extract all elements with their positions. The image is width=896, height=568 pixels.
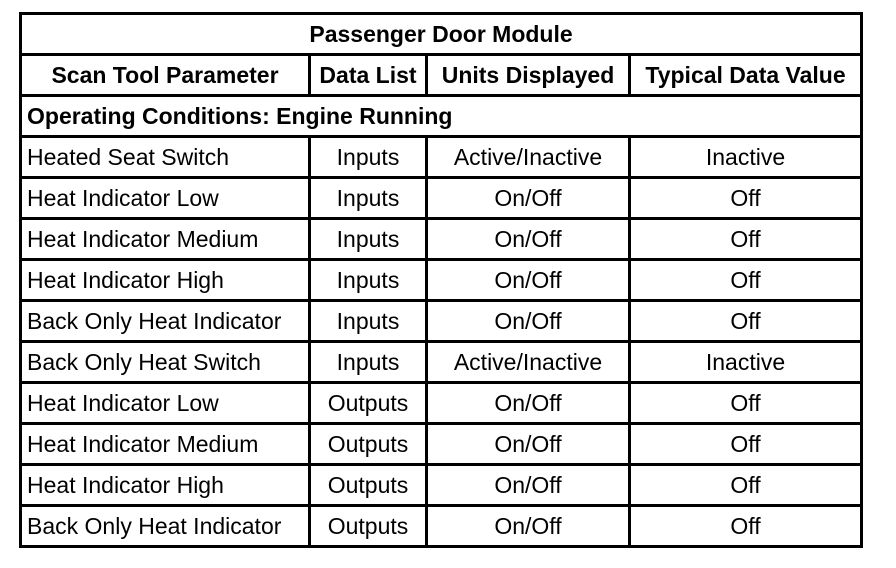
- data-list-cell: Inputs: [311, 302, 428, 343]
- typical-value-cell: Off: [631, 425, 863, 466]
- typical-value-cell: Off: [631, 507, 863, 548]
- typical-value-cell: Off: [631, 179, 863, 220]
- data-list-cell: Inputs: [311, 179, 428, 220]
- units-cell: On/Off: [428, 425, 631, 466]
- data-list-cell: Outputs: [311, 384, 428, 425]
- param-cell: Back Only Heat Switch: [22, 343, 311, 384]
- typical-value-cell: Off: [631, 466, 863, 507]
- title-row: [22, 15, 863, 56]
- table-row: [22, 466, 863, 507]
- units-cell: Active/Inactive: [428, 138, 631, 179]
- data-list-cell: Inputs: [311, 343, 428, 384]
- typical-value-cell: Off: [631, 384, 863, 425]
- param-cell: Heat Indicator Low: [22, 384, 311, 425]
- operating-conditions: Operating Conditions: Engine Running: [22, 97, 863, 138]
- table-row: [22, 507, 863, 548]
- header-typical-data-value: Typical Data Value: [631, 56, 863, 97]
- units-cell: On/Off: [428, 466, 631, 507]
- param-cell: Heat Indicator Medium: [22, 220, 311, 261]
- table-row: [22, 425, 863, 466]
- table-row: [22, 302, 863, 343]
- data-list-cell: Inputs: [311, 138, 428, 179]
- data-list-cell: Outputs: [311, 507, 428, 548]
- typical-value-cell: Off: [631, 302, 863, 343]
- param-cell: Back Only Heat Indicator: [22, 302, 311, 343]
- table-title: Passenger Door Module: [22, 15, 863, 56]
- table-row: [22, 179, 863, 220]
- typical-value-cell: Off: [631, 220, 863, 261]
- param-cell: Heat Indicator Low: [22, 179, 311, 220]
- units-cell: On/Off: [428, 261, 631, 302]
- table-row: [22, 384, 863, 425]
- header-scan-tool-parameter: Scan Tool Parameter: [22, 56, 311, 97]
- table-row: [22, 220, 863, 261]
- typical-value-cell: Inactive: [631, 138, 863, 179]
- units-cell: On/Off: [428, 384, 631, 425]
- section-row: [22, 97, 863, 138]
- table-body: [22, 138, 863, 548]
- typical-value-cell: Inactive: [631, 343, 863, 384]
- param-cell: Back Only Heat Indicator: [22, 507, 311, 548]
- data-list-cell: Inputs: [311, 261, 428, 302]
- header-data-list: Data List: [311, 56, 428, 97]
- units-cell: On/Off: [428, 220, 631, 261]
- param-cell: Heat Indicator High: [22, 466, 311, 507]
- data-table: [19, 12, 863, 548]
- units-cell: Active/Inactive: [428, 343, 631, 384]
- typical-value-cell: Off: [631, 261, 863, 302]
- header-units-displayed: Units Displayed: [428, 56, 631, 97]
- table-row: [22, 138, 863, 179]
- units-cell: On/Off: [428, 302, 631, 343]
- param-cell: Heat Indicator Medium: [22, 425, 311, 466]
- units-cell: On/Off: [428, 179, 631, 220]
- header-row: [22, 56, 863, 97]
- units-cell: On/Off: [428, 507, 631, 548]
- param-cell: Heated Seat Switch: [22, 138, 311, 179]
- data-list-cell: Inputs: [311, 220, 428, 261]
- table-row: [22, 343, 863, 384]
- param-cell: Heat Indicator High: [22, 261, 311, 302]
- data-list-cell: Outputs: [311, 425, 428, 466]
- data-list-cell: Outputs: [311, 466, 428, 507]
- table-row: [22, 261, 863, 302]
